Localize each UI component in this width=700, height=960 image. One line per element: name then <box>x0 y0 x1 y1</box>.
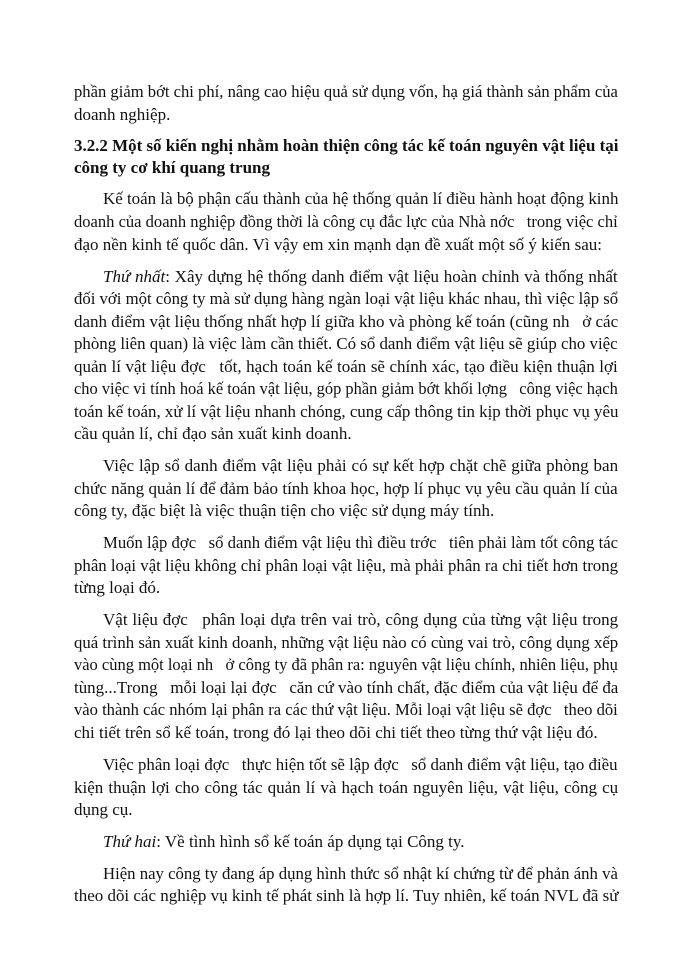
section-heading-line-2: công ty cơ khí quang trung <box>74 158 270 177</box>
paragraph-7-line-1 <box>103 831 465 853</box>
paragraph-2-line-3: danh điểm vật liệu thống nhất hợp lí giữa kho và phòng kế toán (cũng nh ở các <box>74 312 619 331</box>
paragraph-7-rest: : Về tình hình sổ kế toán áp dụng tại Công ty. <box>156 832 465 851</box>
paragraph-7-label: Thứ hai <box>103 832 157 851</box>
paragraph-4-line-2: phân loại vật liệu không chỉ phân loại vật liệu, mà phải phân ra chi tiết hơn trong <box>74 556 619 575</box>
paragraph-1-line-2: doanh của doanh nghiệp đồng thời là công cụ đắc lực của Nhà nớc trong việc chỉ <box>74 212 618 231</box>
paragraph-2-line-1 <box>103 266 618 288</box>
paragraph-2-line-4: phòng liên quan) là việc làm cần thiết. Có sổ danh điểm vật liệu sẽ giúp cho việc <box>74 334 618 353</box>
section-heading-line-1: 3.2.2 Một số kiến nghị nhằm hoàn thiện công tác kế toán nguyên vật liệu tại <box>74 136 619 155</box>
paragraph-5-line-6: chi tiết trên sổ kế toán, trong đó lại theo dõi chi tiết theo từng thứ vật liệu đó. <box>74 723 598 742</box>
paragraph-1-line-1: Kế toán là bộ phận cấu thành của hệ thống quản lí điều hành hoạt động kinh <box>103 189 619 208</box>
paragraph-2-line-7: toán kế toán, xử lí vật liệu nhanh chóng, cung cấp thông tin kịp thời phục vụ yêu <box>74 402 619 421</box>
paragraph-2-label: Thứ nhất <box>103 267 166 286</box>
paragraph-6-line-2: kiện thuận lợi cho công tác quản lí và hạch toán nguyên liệu, vật liệu, công cụ <box>74 778 619 797</box>
paragraph-2-line-2: đối với một công ty mà sử dụng hàng ngàn loại vật liệu khác nhau, thì việc lập sổ <box>74 289 619 308</box>
paragraph-6-line-1: Việc phân loại đợc thực hiện tốt sẽ lập đợc sổ danh điểm vật liệu, tạo điều <box>103 755 618 774</box>
paragraph-5-line-4: tùng...Trong mỗi loại lại đợc căn cứ vào tính chất, đặc điểm của vật liệu để đa <box>74 678 619 697</box>
paragraph-5-line-3: vào cùng một loại nh ở công ty đã phân ra: nguyên vật liệu chính, nhiên liệu, phụ <box>74 655 618 674</box>
paragraph-5-line-2: quá trình sản xuất kinh doanh, những vật liệu nào có cùng vai trò, công dụng xếp <box>74 633 619 652</box>
paragraph-8-line-1: Hiện nay công ty đang áp dụng hình thức sổ nhật kí chứng từ để phản ánh và <box>103 864 618 883</box>
paragraph-8-line-2: theo dõi các nghiệp vụ kinh tế phát sinh là hợp lí. Tuy nhiên, kế toán NVL đã sử <box>74 886 619 905</box>
paragraph-2-line-6: cho việc vi tính hoá kế toán vật liệu, góp phần giảm bớt khối lợng công việc hạch <box>74 379 618 398</box>
paragraph-2-line-8: cầu quản lí, chỉ đạo sản xuất kinh doanh. <box>74 424 352 443</box>
paragraph-2-first: : Xây dựng hệ thống danh điểm vật liệu hoàn chỉnh và thống nhất <box>165 267 618 286</box>
paragraph-1-line-3: đạo nền kinh tế quốc dân. Vì vậy em xin mạnh dạn đề xuất một số ý kiến sau: <box>74 235 602 254</box>
paragraph-5-line-1: Vật liệu đợc phân loại dựa trên vai trò, công dụng của từng vật liệu trong <box>103 610 619 629</box>
paragraph-3-line-1: Việc lập sổ danh điểm vật liệu phải có sự kết hợp chặt chẽ giữa phòng ban <box>103 456 619 475</box>
paragraph-4-line-1: Muốn lập đợc sổ danh điểm vật liệu thì điều trớc tiên phải làm tốt công tác <box>103 533 619 552</box>
paragraph-3-line-2: chức năng quản lí để đảm bảo tính khoa học, hợp lí phục vụ yêu cầu quản lí của <box>74 479 618 498</box>
paragraph-4-line-3: từng loại đó. <box>74 578 161 597</box>
intro-line-1: phần giảm bớt chi phí, nâng cao hiệu quả sử dụng vốn, hạ giá thành sản phẩm của <box>74 82 618 101</box>
intro-line-2: doanh nghiệp. <box>74 105 171 124</box>
paragraph-5-line-5: vào thành các nhóm lại phân ra các thứ vật liệu. Mỗi loại vật liệu sẽ đợc theo dõi <box>74 700 618 719</box>
paragraph-3-line-3: công ty, đặc biệt là việc thuận tiện cho việc sử dụng máy tính. <box>74 501 495 520</box>
paragraph-2-line-5: quản lí vật liệu đợc tốt, hạch toán kế toán sẽ chính xác, tạo điều kiện thuận lợi <box>74 357 618 376</box>
paragraph-6-line-3: dụng cụ. <box>74 800 133 819</box>
